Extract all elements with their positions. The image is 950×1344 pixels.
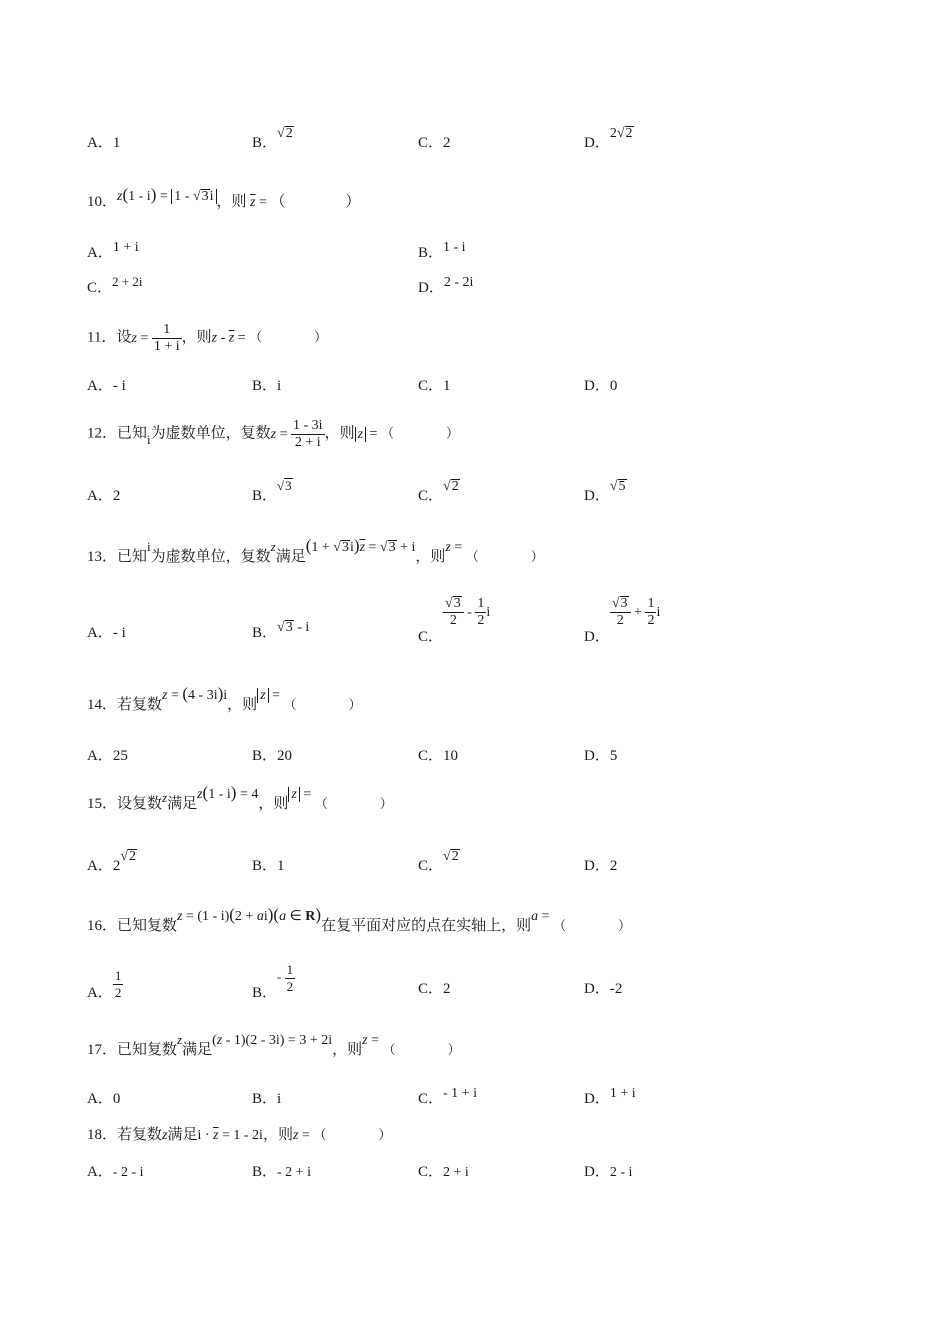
q16-option-b[interactable]: B．- $\frac{1}{2}$ (252, 962, 294, 1002)
q17-option-b[interactable]: B．i (252, 1091, 282, 1107)
q18-option-c[interactable]: C．2 + i (418, 1164, 469, 1180)
q15-option-b[interactable]: B．1 (252, 858, 285, 874)
q10-equation: z(1 - i) = 1 - √3i (117, 189, 217, 204)
q17-option-d[interactable]: D．1 + i (584, 1086, 636, 1107)
q13-option-b[interactable]: B．√3 - i (252, 620, 310, 641)
q17-option-c[interactable]: C．- 1 + i (418, 1086, 477, 1107)
q12-option-a[interactable]: A．2 (87, 488, 121, 504)
q18-stem: 18．若复数z满足$i \cdot \overline{z} = 1 - 2i$，则z = （ ） (87, 1127, 392, 1143)
q11-option-d[interactable]: D．0 (584, 378, 618, 394)
q18-option-a[interactable]: A．- 2 - i (87, 1164, 144, 1180)
q13-option-a[interactable]: A．- i (87, 625, 126, 641)
q15-option-a[interactable]: A．2√2 (87, 849, 137, 874)
q18-option-d[interactable]: D．2 - i (584, 1164, 633, 1180)
q14-option-c[interactable]: C．10 (418, 748, 459, 764)
q9-option-b[interactable]: B．√2 (252, 126, 293, 151)
q14-option-a[interactable]: A．25 (87, 748, 128, 764)
q15-option-c[interactable]: C．√2 (418, 849, 459, 874)
q15-option-d[interactable]: D．2 (584, 858, 618, 874)
q13-option-c[interactable]: C． $\frac{√3}{2}$ - $\frac{1}{2}$ i (418, 596, 491, 645)
q12-option-b[interactable]: B．√3 (252, 478, 292, 504)
q18-option-b[interactable]: B．- 2 + i (252, 1164, 311, 1180)
q11-option-b[interactable]: B．i (252, 378, 282, 394)
q10-stem: 10．z(1 - i) = 1 - √3i ，则 $\overline{z}$ = （ ） (87, 185, 361, 210)
q10-option-a[interactable]: A．1 + i (87, 240, 139, 261)
q12-stem: 12．已知i为虚数单位，复数z = $\frac{1 - 3i}{2 + i}$ ，则 z = （ ） (87, 418, 459, 450)
q16-option-a[interactable]: A． $\frac{1}{2}$ (87, 968, 122, 1002)
q11-option-c[interactable]: C．1 (418, 378, 451, 394)
q9-option-c[interactable]: C．2 (418, 135, 451, 151)
q11-stem: 11．设z = $\frac{1}{1 + i}$ ，则z - $\overline{z}$ = （ ） (87, 322, 328, 354)
q13-stem: 13．已知i为虚数单位，复数z满足$(1 + √3i)\overline{z} = √3 + i$，则z = （ ） (87, 536, 544, 565)
q17-option-a[interactable]: A．0 (87, 1091, 121, 1107)
q12-option-c[interactable]: C．√2 (418, 479, 459, 504)
q16-option-d[interactable]: D．-2 (584, 981, 623, 997)
q9-option-d[interactable]: D．2√2 (584, 126, 633, 151)
q10-option-d[interactable]: D．2 - 2i (418, 275, 474, 296)
q13-option-d[interactable]: D． $\frac{√3}{2}$ + $\frac{1}{2}$ i (584, 596, 661, 645)
q11-option-a[interactable]: A．- i (87, 378, 126, 394)
q10-option-c[interactable]: C．2 + 2i (87, 274, 143, 296)
q14-option-d[interactable]: D．5 (584, 748, 618, 764)
q10-option-b[interactable]: B．1 - i (418, 240, 466, 261)
q14-stem: 14．若复数z = (4 - 3i)i，则z = （ ） (87, 684, 362, 713)
q16-stem: 16．已知复数z = (1 - i)(2 + ai)(a ∈ R)在复平面对应的点在实轴上，则a = （ ） (87, 905, 631, 934)
q17-stem: 17．已知复数z满足(z - 1)(2 - 3i) = 3 + 2i，则z = （ ） (87, 1032, 461, 1058)
q15-stem: 15．设复数z满足z(1 - i) = 4，则z = （ ） (87, 783, 393, 812)
q9-option-a[interactable]: A．1 (87, 135, 121, 151)
q12-option-d[interactable]: D．√5 (584, 479, 626, 504)
q14-option-b[interactable]: B．20 (252, 748, 293, 764)
q16-option-c[interactable]: C．2 (418, 981, 451, 997)
